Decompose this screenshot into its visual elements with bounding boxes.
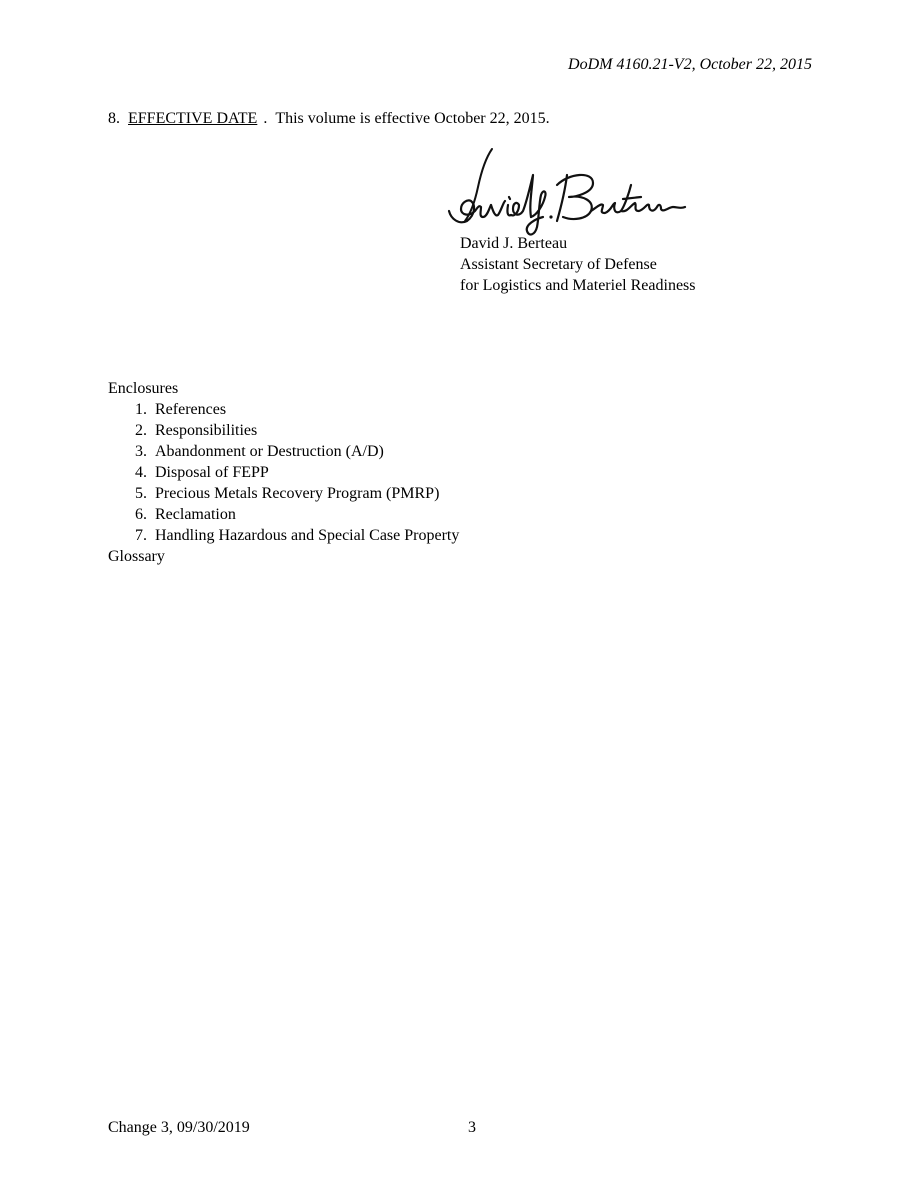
enclosures-list (108, 399, 459, 546)
enclosure-item (108, 525, 459, 546)
enclosure-item (108, 441, 459, 462)
enclosure-number: 1. (135, 401, 147, 418)
enclosure-label: References (155, 401, 227, 418)
signer-title-line1: Assistant Secretary of Defense (460, 256, 657, 273)
enclosure-label: Handling Hazardous and Special Case Property (155, 527, 460, 544)
enclosure-item (108, 462, 459, 483)
enclosure-number: 6. (135, 506, 147, 523)
enclosure-item (108, 399, 459, 420)
signer-name: David J. Berteau (460, 235, 568, 252)
paragraph-text: This volume is effective October 22, 2015. (275, 110, 550, 127)
enclosure-label: Abandonment or Destruction (A/D) (155, 443, 384, 460)
paragraph-heading: EFFECTIVE DATE (128, 110, 258, 127)
glossary-heading: Glossary (108, 548, 165, 565)
paragraph-effective-date (108, 108, 550, 129)
enclosure-label: Disposal of FEPP (155, 464, 269, 481)
handwritten-signature (445, 145, 690, 237)
enclosure-item (108, 420, 459, 441)
enclosure-label: Responsibilities (155, 422, 258, 439)
heading-period: . (263, 110, 268, 127)
enclosure-number: 3. (135, 443, 147, 460)
footer-change-notice: Change 3, 09/30/2019 (108, 1119, 250, 1136)
enclosure-number: 2. (135, 422, 147, 439)
enclosure-item (108, 504, 459, 525)
enclosure-number: 5. (135, 485, 147, 502)
signer-title-line2: for Logistics and Materiel Readiness (460, 277, 696, 294)
enclosures-heading: Enclosures (108, 380, 179, 397)
paragraph-number: 8. (108, 110, 120, 127)
enclosure-label: Reclamation (155, 506, 236, 523)
enclosure-label: Precious Metals Recovery Program (PMRP) (155, 485, 440, 502)
footer-page-number: 3 (468, 1119, 476, 1136)
enclosure-number: 4. (135, 464, 147, 481)
enclosure-number: 7. (135, 527, 147, 544)
header-document-reference: DoDM 4160.21-V2, October 22, 2015 (568, 56, 812, 73)
enclosure-item (108, 483, 459, 504)
enclosures-section (108, 378, 459, 567)
signer-block (460, 233, 696, 296)
